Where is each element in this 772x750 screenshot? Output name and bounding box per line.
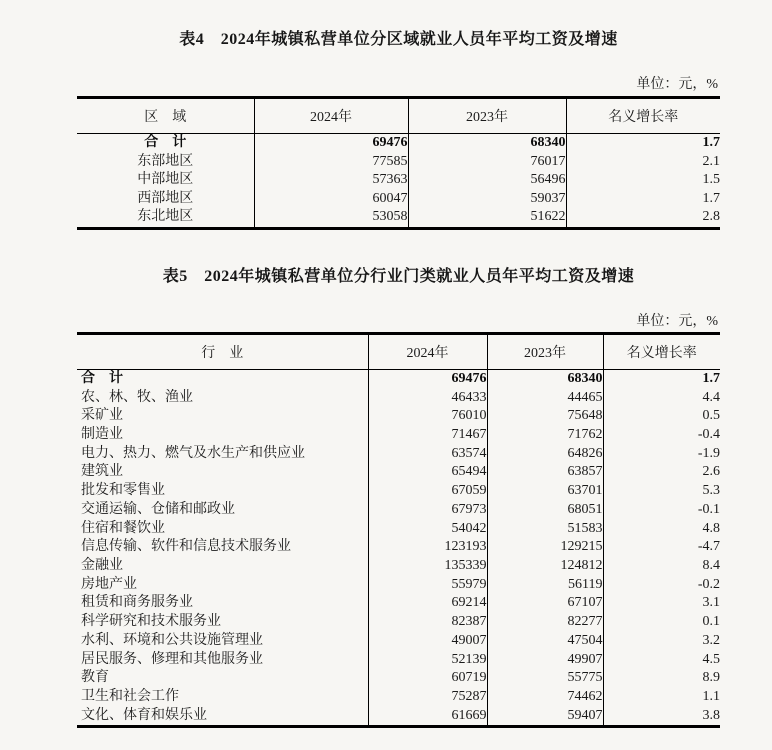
table5-unit-label: 单位：元，%	[636, 313, 718, 329]
table5-row	[77, 632, 720, 651]
table5-row	[77, 707, 720, 727]
table5-cell-y2024: 67059	[368, 482, 487, 501]
table5-cell-growth: 1.1	[702, 688, 720, 704]
table4-cell-y2024: 60047	[254, 190, 408, 209]
table4	[77, 96, 720, 230]
table5-cell-y2023: 44465	[487, 389, 603, 408]
table4-header-2023: 2023年	[408, 98, 566, 134]
table5-cell-y2024: 61669	[368, 707, 487, 727]
table5-row	[77, 613, 720, 632]
table5-cell-y2024: 69214	[368, 594, 487, 613]
table5-cell-growth: 3.2	[702, 632, 720, 648]
table5-header-2023: 2023年	[487, 333, 603, 369]
table4-cell-growth: 1.7	[702, 190, 720, 206]
table5-cell-growth: 5.3	[702, 483, 720, 499]
table5-row	[77, 538, 720, 557]
table5-cell-y2024: 49007	[368, 632, 487, 651]
table5-cell-label: 信息传输、软件和信息技术服务业	[77, 538, 368, 557]
table5-cell-label: 文化、体育和娱乐业	[77, 707, 368, 727]
table4-cell-y2023: 56496	[408, 171, 566, 190]
table5-row	[77, 389, 720, 408]
table5-cell-y2023: 59407	[487, 707, 603, 727]
table5-cell-growth: 3.1	[702, 595, 720, 611]
table5-cell-label: 采矿业	[77, 407, 368, 426]
table5-cell-y2024: 82387	[368, 613, 487, 632]
table5-cell-y2024: 54042	[368, 520, 487, 539]
table5-cell-label: 教育	[77, 669, 368, 688]
table5-cell-y2024: 76010	[368, 407, 487, 426]
table5-row	[77, 369, 720, 388]
table4-row	[77, 190, 720, 209]
table5-cell-growth: 4.4	[702, 389, 720, 405]
table5-cell-y2023: 49907	[487, 651, 603, 670]
table4-cell-y2024: 57363	[254, 171, 408, 190]
table5-cell-label: 卫生和社会工作	[77, 688, 368, 707]
table5-cell-growth: 0.1	[702, 614, 720, 630]
table5-cell-y2023: 68051	[487, 501, 603, 520]
table5-cell-y2023: 63701	[487, 482, 603, 501]
table5-cell-label: 租赁和商务服务业	[77, 594, 368, 613]
table5-cell-y2023: 63857	[487, 463, 603, 482]
table5-cell-growth: 3.8	[702, 707, 720, 723]
table5-cell-label: 制造业	[77, 426, 368, 445]
table5-row	[77, 501, 720, 520]
table5-cell-y2023: 56119	[487, 576, 603, 595]
table4-row	[77, 171, 720, 190]
table5-header-2024: 2024年	[368, 333, 487, 369]
table5-cell-y2024: 67973	[368, 501, 487, 520]
table5-cell-growth: -4.7	[697, 539, 720, 555]
table5-cell-y2024: 65494	[368, 463, 487, 482]
table5-row	[77, 463, 720, 482]
table5-cell-y2024: 71467	[368, 426, 487, 445]
table4-cell-y2024: 77585	[254, 153, 408, 172]
table4-cell-y2024: 53058	[254, 208, 408, 228]
table5-cell-y2023: 82277	[487, 613, 603, 632]
table5-cell-label: 批发和零售业	[77, 482, 368, 501]
table5-cell-label: 交通运输、仓储和邮政业	[77, 501, 368, 520]
table5-cell-label: 住宿和餐饮业	[77, 520, 368, 539]
table5-cell-label: 建筑业	[77, 463, 368, 482]
table4-cell-label: 西部地区	[77, 190, 254, 209]
table5-cell-y2023: 51583	[487, 520, 603, 539]
table4-row	[77, 134, 720, 153]
table4-header-2024: 2024年	[254, 98, 408, 134]
table5-cell-y2024: 69476	[368, 369, 487, 388]
table4-cell-y2023: 51622	[408, 208, 566, 228]
table5-cell-y2023: 67107	[487, 594, 603, 613]
table4-cell-growth: 2.8	[702, 209, 720, 225]
table5-row	[77, 426, 720, 445]
table4-cell-growth: 1.7	[702, 135, 720, 150]
table5-cell-growth: -1.9	[697, 445, 720, 461]
table5-row	[77, 576, 720, 595]
table5-cell-label: 房地产业	[77, 576, 368, 595]
table5-cell-growth: 8.9	[702, 670, 720, 686]
table5-row	[77, 669, 720, 688]
table4-cell-growth: 2.1	[702, 153, 720, 169]
table4-cell-label: 东部地区	[77, 153, 254, 172]
table5-cell-growth: -0.1	[697, 501, 720, 517]
table5-row	[77, 557, 720, 576]
table5-row	[77, 445, 720, 464]
table4-header-region: 区 域	[77, 98, 254, 134]
table4-body	[77, 134, 720, 229]
table5-cell-y2024: 123193	[368, 538, 487, 557]
table4-cell-label: 东北地区	[77, 208, 254, 228]
table5-row	[77, 520, 720, 539]
table5-cell-y2024: 60719	[368, 669, 487, 688]
table5-cell-growth: 0.5	[702, 408, 720, 424]
table4-header-growth: 名义增长率	[566, 98, 720, 134]
table4-cell-growth: 1.5	[702, 172, 720, 188]
table5-cell-growth: 2.6	[702, 464, 720, 480]
table5-cell-label: 科学研究和技术服务业	[77, 613, 368, 632]
table5-row	[77, 482, 720, 501]
table5-cell-growth: 8.4	[702, 558, 720, 573]
table5-cell-y2023: 71762	[487, 426, 603, 445]
table4-row	[77, 153, 720, 172]
table5-cell-label: 电力、热力、燃气及水生产和供应业	[77, 445, 368, 464]
table5-cell-label: 金融业	[77, 557, 368, 576]
table5-section	[77, 230, 720, 728]
table4-section	[77, 0, 720, 230]
table5-cell-growth: -0.4	[697, 427, 720, 443]
table5-row	[77, 688, 720, 707]
table5-cell-y2023: 124812	[487, 557, 603, 576]
table5-row	[77, 651, 720, 670]
table5-cell-label: 水利、环境和公共设施管理业	[77, 632, 368, 651]
table5-header-growth: 名义增长率	[603, 333, 720, 369]
table5-cell-y2023: 74462	[487, 688, 603, 707]
table4-cell-y2023: 59037	[408, 190, 566, 209]
table5-cell-growth: 4.5	[702, 651, 720, 667]
table5-cell-y2023: 68340	[487, 369, 603, 388]
table4-header-row	[77, 98, 720, 134]
table5-cell-y2023: 55775	[487, 669, 603, 688]
table5-title: 表5 2024年城镇私营单位分行业门类就业人员年平均工资及增速	[162, 267, 635, 285]
table5-cell-growth: -0.2	[697, 576, 720, 592]
table5-cell-y2023: 129215	[487, 538, 603, 557]
table5-cell-label: 农、林、牧、渔业	[77, 389, 368, 408]
table5-body	[77, 369, 720, 726]
table5-cell-growth: 1.7	[702, 370, 720, 386]
table4-title: 表4 2024年城镇私营单位分区域就业人员年平均工资及增速	[179, 31, 618, 48]
table5-cell-y2023: 64826	[487, 445, 603, 464]
table5-cell-y2023: 47504	[487, 632, 603, 651]
table5-cell-y2023: 75648	[487, 407, 603, 426]
table5-cell-label: 合 计	[77, 369, 368, 388]
table5	[77, 332, 720, 728]
table5-cell-y2024: 63574	[368, 445, 487, 464]
table5-header-industry: 行 业	[77, 333, 368, 369]
table5-cell-y2024: 52139	[368, 651, 487, 670]
table5-cell-y2024: 55979	[368, 576, 487, 595]
table5-header-row	[77, 333, 720, 369]
table5-cell-y2024: 46433	[368, 389, 487, 408]
table5-cell-y2024: 135339	[368, 557, 487, 576]
table4-row	[77, 208, 720, 228]
table4-cell-y2024: 69476	[254, 134, 408, 153]
table5-cell-y2024: 75287	[368, 688, 487, 707]
table4-unit-label: 单位：元，%	[636, 77, 718, 92]
table4-cell-y2023: 76017	[408, 153, 566, 172]
table5-row	[77, 407, 720, 426]
table5-cell-label: 居民服务、修理和其他服务业	[77, 651, 368, 670]
table4-cell-label: 中部地区	[77, 171, 254, 190]
table4-cell-y2023: 68340	[408, 134, 566, 153]
table4-cell-label: 合 计	[77, 134, 254, 153]
table5-row	[77, 594, 720, 613]
table5-cell-growth: 4.8	[702, 520, 720, 536]
